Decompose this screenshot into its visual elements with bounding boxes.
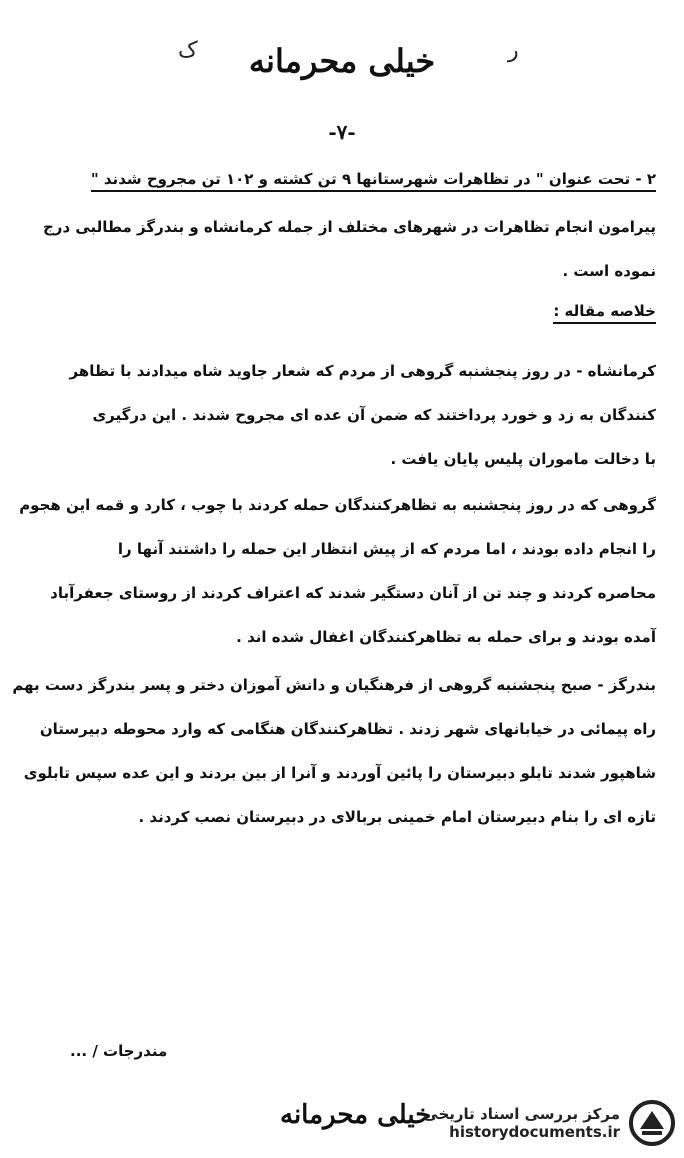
heading-line-3: نموده است .: [562, 262, 656, 280]
paragraph-3-line-2: راه پیمائی در خیابانهای شهر زدند . تظاهرکنندگان هنگامی که وارد محوطه دبیرستان: [39, 720, 656, 738]
watermark-url: historydocuments.ir: [449, 1123, 620, 1141]
archive-logo-icon: [628, 1099, 676, 1147]
watermark-text: [423, 1105, 620, 1141]
archive-watermark: [386, 1096, 676, 1150]
paragraph-1-line-1: کرمانشاه - در روز پنجشنبه گروهی از مردم که شعار جاوید شاه میدادند با تظاهر: [69, 362, 656, 380]
watermark-title: مرکز بررسی اسناد تاریخی: [423, 1105, 620, 1123]
paragraph-3-line-3: شاهپور شدند تابلو دبیرستان را پائین آوردند و آنرا از بین بردند و این عده سپس تابلوی: [23, 764, 656, 782]
classification-footer: خیلی محرمانه: [280, 1100, 432, 1130]
paragraph-2-line-2: را انجام داده بودند ، اما مردم که از پیش انتظار این حمله را داشتند آنها را: [117, 540, 656, 558]
paragraph-1-line-3: با دخالت ماموران پلیس پایان یافت .: [390, 450, 656, 468]
heading-text-1: ۲ - تحت عنوان " در تظاهرات شهرستانها ۹ تن کشته و ۱۰۲ تن مجروح شدند ": [91, 170, 656, 192]
scan-mark-right: ر: [508, 38, 519, 63]
heading-line-2: پیرامون انجام تظاهرات در شهرهای مختلف از جمله کرمانشاه و بندرگز مطالبی درج: [43, 218, 656, 236]
paragraph-3-line-4: تازه ای را بنام دبیرستان امام خمینی بربالای در دبیرستان نصب کردند .: [138, 808, 656, 826]
heading-line-1: [91, 170, 656, 188]
paragraph-2-line-4: آمده بودند و برای حمله به تظاهرکنندگان اغفال شده اند .: [236, 628, 656, 646]
summary-label: [553, 302, 656, 320]
paragraph-1-line-2: کنندگان به زد و خورد پرداختند که ضمن آن عده ای مجروح شدند . این درگیری: [92, 406, 656, 424]
scan-mark-left: ک: [178, 38, 198, 63]
classification-header: خیلی محرمانه: [248, 42, 436, 80]
paragraph-2-line-3: محاصره کردند و چند تن از آنان دستگیر شدند که اعتراف کردند از روستای جعفرآباد: [50, 584, 656, 602]
summary-label-text: خلاصه مقاله :: [553, 302, 656, 324]
page-number: -۷-: [328, 120, 356, 144]
paragraph-2-line-1: گروهی که در روز پنجشنبه به تظاهرکنندگان حمله کردند با چوب ، کارد و قمه این هجوم: [19, 496, 656, 514]
continuation-note: مندرجات / ...: [70, 1042, 168, 1060]
paragraph-3-line-1: بندرگز - صبح پنجشنبه گروهی از فرهنگیان و دانش آموزان دختر و پسر بندرگز دست بهم: [12, 676, 656, 694]
